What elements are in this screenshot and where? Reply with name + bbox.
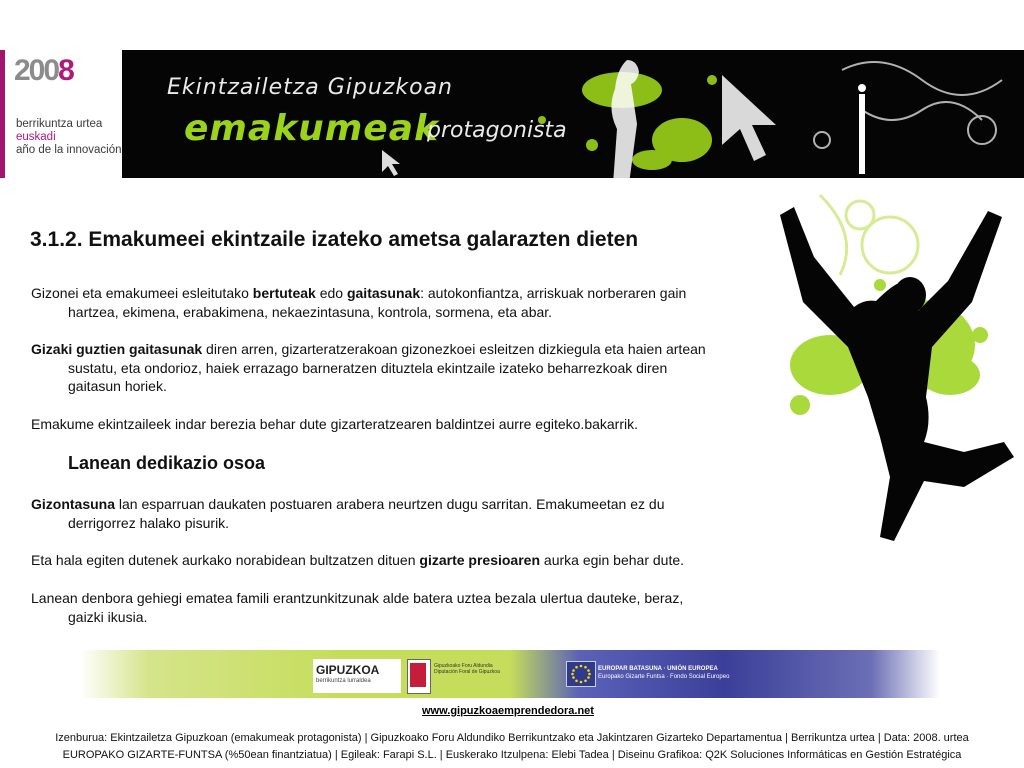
website-link[interactable]: www.gipuzkoaemprendedora.net bbox=[422, 705, 594, 717]
p1-bold-gaitasunak: gaitasunak bbox=[346, 285, 421, 301]
logo-accent-bar bbox=[0, 50, 5, 178]
jumping-woman-illustration bbox=[760, 175, 1024, 595]
gipuzkoa-logo-subtext: berrikuntza lurraldea bbox=[316, 678, 371, 684]
paragraph-gizontasuna bbox=[31, 495, 791, 532]
p2-text: diren arren, gizarteratzerakoan gizonezkoei esleitzen dizkiegula eta haien artean bbox=[202, 341, 706, 357]
p4-line2: derrigorrez halako pisurik. bbox=[68, 514, 230, 531]
diputacion-text: Gipuzkoako Foru Aldundia Diputación Foral de Gipuzkoa bbox=[434, 663, 500, 675]
section-subheading: Lanean dedikazio osoa bbox=[68, 453, 266, 473]
paragraph-lanean-denbora bbox=[31, 589, 791, 626]
paragraph-indar-berezia: Emakume ekintzaileek indar berezia behar dute gizarteratzearen baldintzei aurre egiteko.bakarrik. bbox=[31, 416, 638, 432]
p5-bold: gizarte presioaren bbox=[419, 552, 541, 568]
logo-year: 2008 bbox=[14, 54, 73, 87]
gipuzkoa-logo-text: GIPUZKOA bbox=[316, 663, 380, 677]
credits-line-1: Izenburua: Ekintzailetza Gipuzkoan (emakumeak protagonista) | Gipuzkoako Foru Aldundiko Berrikuntzako eta Jakintzaren Gizarteko Departamentua | Berrikuntza urtea | Data: 2008. urtea bbox=[55, 732, 969, 744]
logo-line-berrikuntza: berrikuntza urtea bbox=[16, 118, 103, 130]
eu-flag-icon bbox=[566, 661, 596, 687]
shield-inner bbox=[410, 663, 426, 687]
paragraph-gizarte-presioa bbox=[31, 551, 791, 570]
p1-bold-bertuteak: bertuteak bbox=[252, 285, 316, 301]
header-banner bbox=[122, 50, 1024, 178]
p4-bold: Gizontasuna bbox=[31, 496, 116, 512]
p1-text-mid: edo bbox=[315, 285, 347, 301]
eu-fund-label: Europako Gizarte Funtsa · Fondo Social Europeo bbox=[598, 674, 730, 680]
p5-text: Eta hala egiten dutenek aurkako norabidean bultzatzen dituen bbox=[31, 552, 420, 568]
paragraph-gaitasunak bbox=[31, 340, 776, 396]
p4-text: lan esparruan daukaten postuaren arabera neurtzen dugu sarritan. Emakumeetan ez du bbox=[115, 496, 665, 512]
logo-year-accent-digit: 8 bbox=[58, 54, 73, 87]
p1-text-post: : autokonfiantza, arriskuak norberaren gain bbox=[420, 285, 687, 301]
banner-title-ekintzailetza: Ekintzailetza Gipuzkoan bbox=[167, 75, 454, 100]
p5-text-post: aurka egin behar dute. bbox=[540, 552, 685, 568]
p2-bold: Gizaki guztien gaitasunak bbox=[31, 341, 203, 357]
logo-line-euskadi: euskadi bbox=[16, 131, 56, 143]
eu-label: EUROPAR BATASUNA · UNIÓN EUROPEA bbox=[598, 666, 718, 672]
sponsor-band bbox=[80, 650, 940, 698]
page-title: 3.1.2. Emakumeei ekintzaile izateko ametsa galarazten dieten bbox=[30, 228, 639, 251]
banner-title-protagonista: protagonista bbox=[427, 118, 567, 143]
p6-line2: gaizki ikusia. bbox=[68, 608, 148, 625]
eu-stars-icon bbox=[567, 662, 595, 686]
p1-line2: hartzea, ekimena, erabakimena, nekaezintasuna, kontrola, sormena, eta abar. bbox=[68, 303, 553, 320]
credits-line-2: EUROPAKO GIZARTE-FUNTSA (%50ean finantziatua) | Egileak: Farapi S.L. | Euskerako Itzulpena: Elebi Tadea | Diseinu Grafikoa: Q2K Soluciones Informáticas en Gestión Estratégica bbox=[62, 749, 962, 761]
p1-text: Gizonei eta emakumeei esleitutako bbox=[31, 285, 253, 301]
logo-line-innovacion: año de la innovación bbox=[16, 144, 122, 156]
paragraph-bertuteak bbox=[31, 284, 771, 321]
p6-text: Lanean denbora gehiegi ematea famili erantzunkitzunak alde batera uztea bezala ulertua dauteke, beraz, bbox=[31, 590, 684, 606]
p2-line2: sustatu, eta ondorioz, haiek errazago barneratzen dituztela ekintzaile izateko beharrezkoak diren bbox=[68, 359, 668, 376]
banner-title-emakumeak: emakumeak bbox=[184, 108, 439, 149]
p2-line3: gaitasun horiek. bbox=[68, 378, 167, 394]
